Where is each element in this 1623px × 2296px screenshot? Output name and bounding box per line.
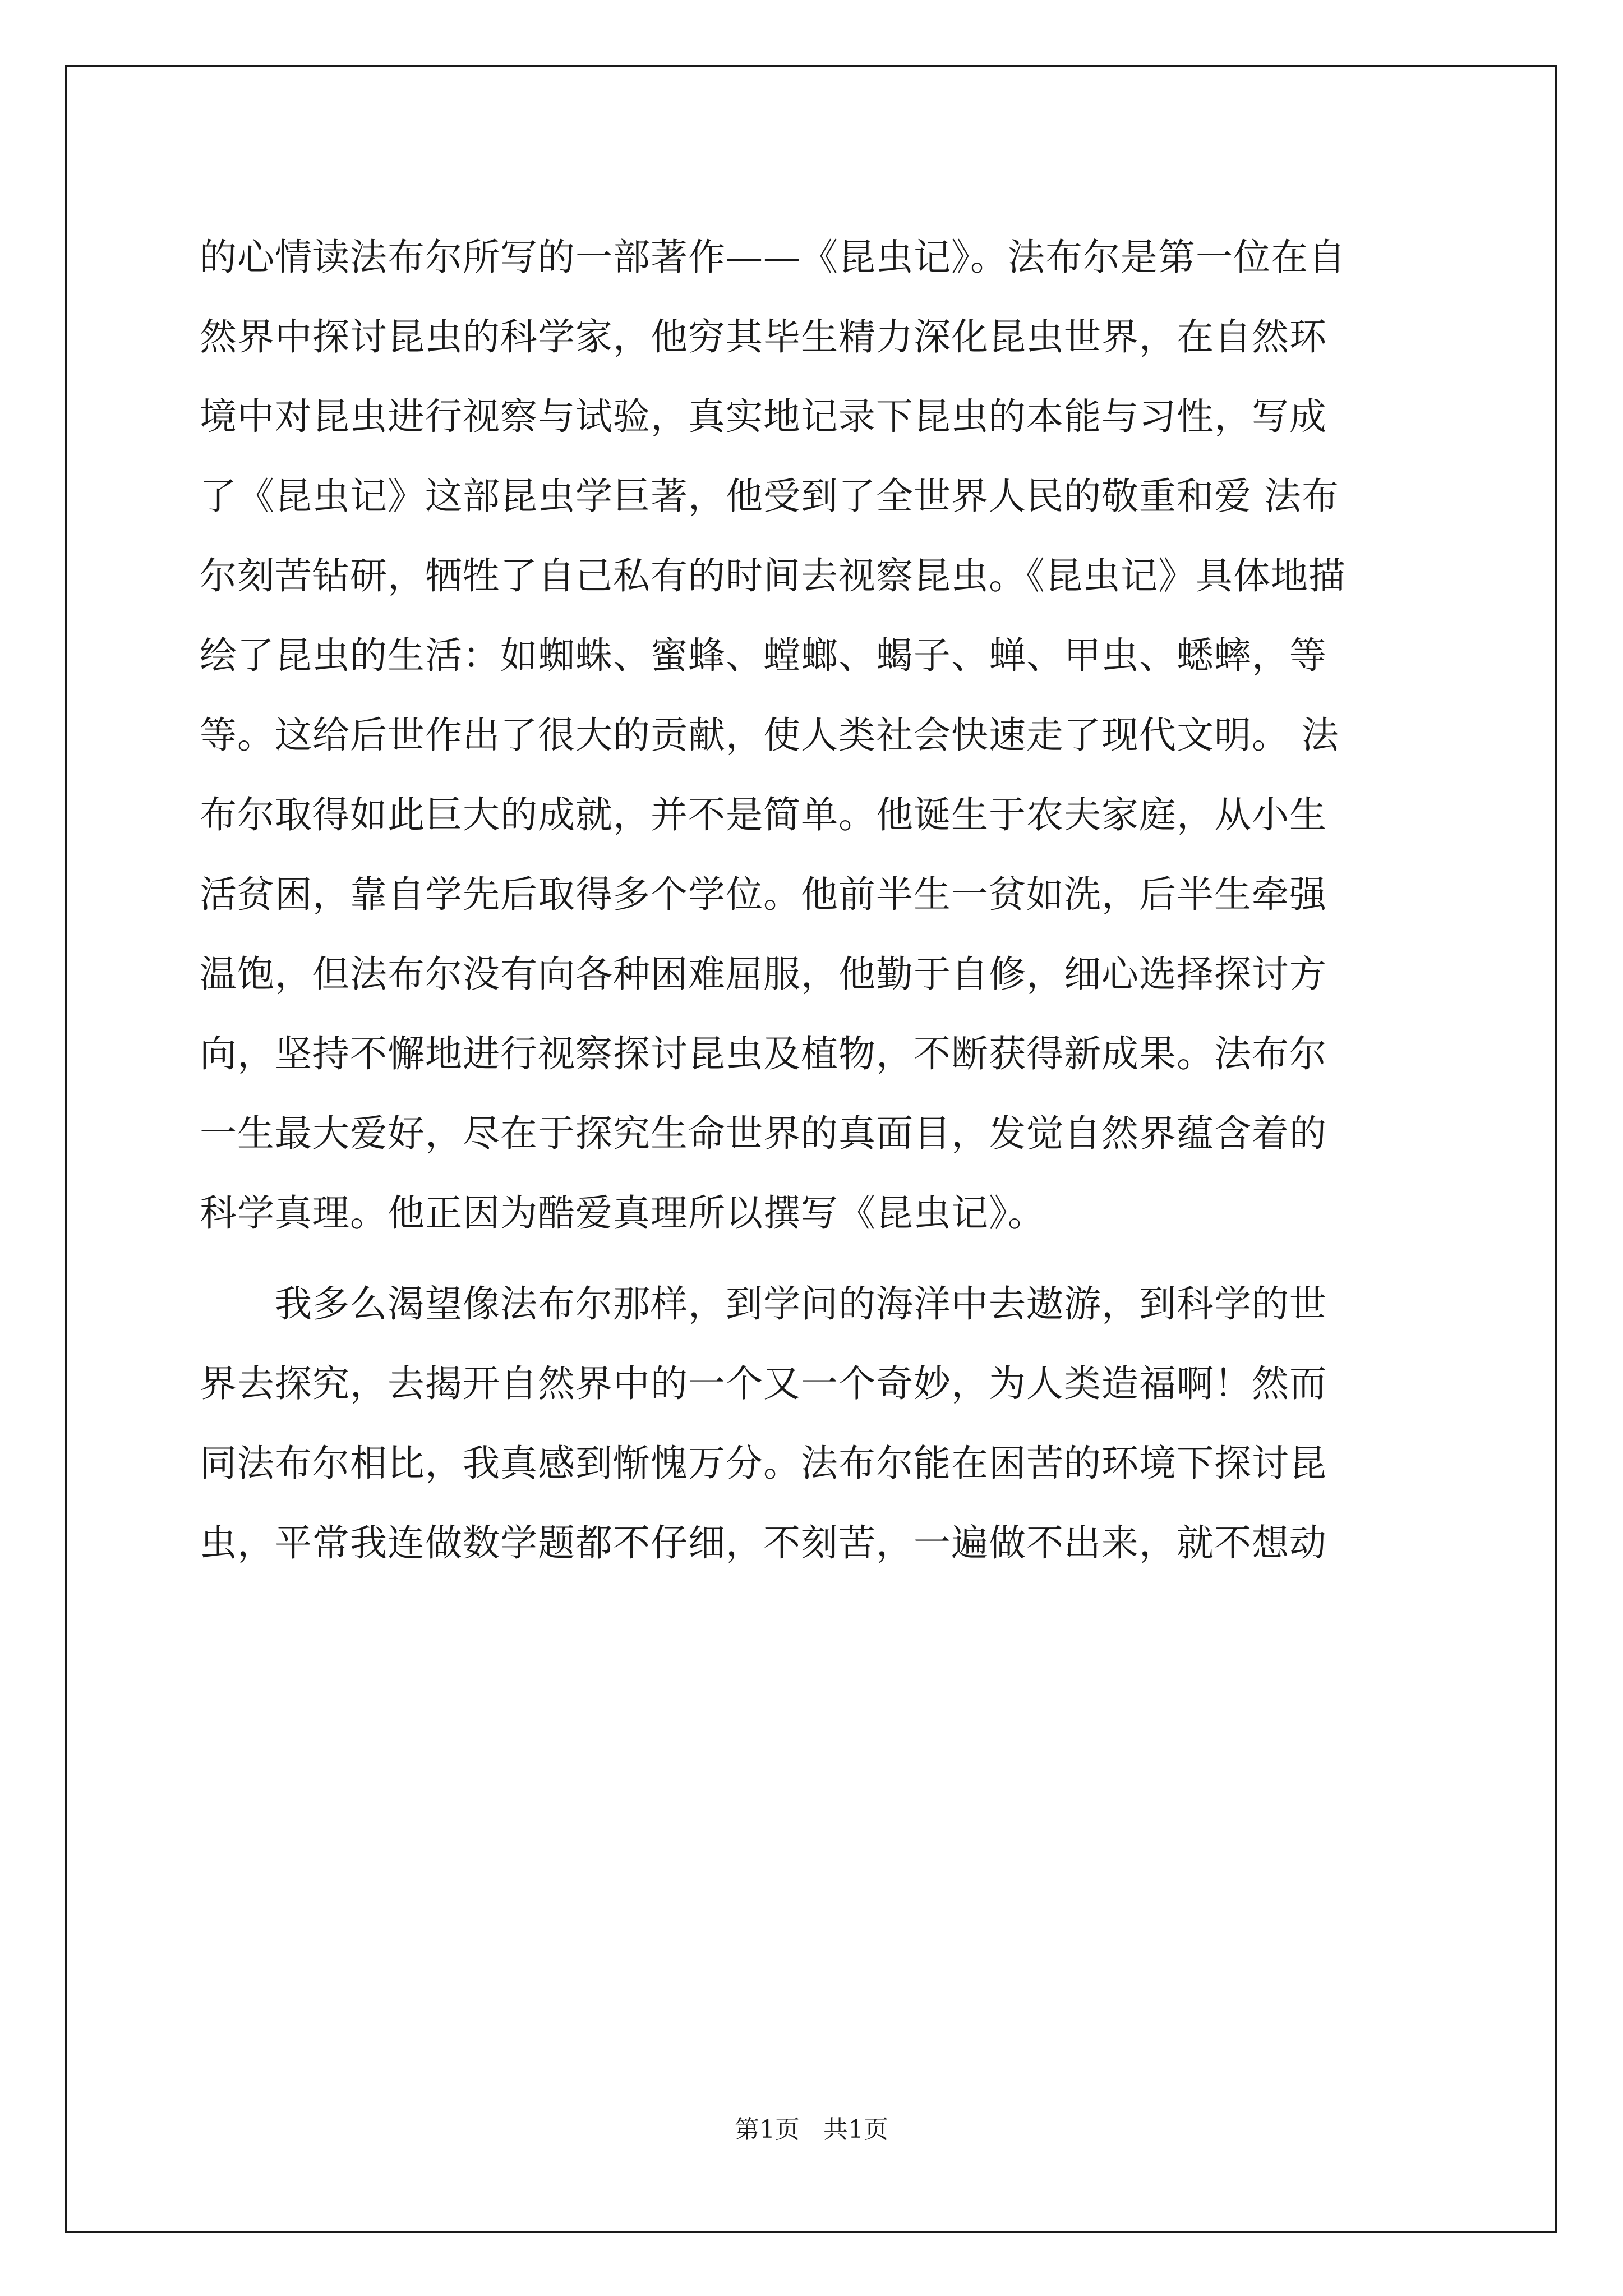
text-line: 了《昆虫记》这部昆虫学巨著，他受到了全世界人民的敬重和爱 法布 — [200, 475, 1339, 518]
text-line: 虫，平常我连做数学题都不仔细，不刻苦，一遍做不出来，就不想动 — [200, 1521, 1327, 1565]
paragraph-1 — [200, 218, 1433, 1253]
page-footer — [0, 2109, 1623, 2145]
document-body — [200, 218, 1433, 1583]
text-line: 的心情读法布尔所写的一部著作——《昆虫记》。法布尔是第一位在自 — [200, 236, 1346, 279]
text-line: 一生最大爱好，尽在于探究生命世界的真面目，发觉自然界蕴含着的 — [200, 1112, 1327, 1155]
text-line: 界去探究，去揭开自然界中的一个又一个奇妙，为人类造福啊！然而 — [200, 1362, 1327, 1405]
text-line: 温饱，但法布尔没有向各种困难屈服，他勤于自修，细心选择探讨方 — [200, 953, 1327, 996]
text-line: 然界中探讨昆虫的科学家，他穷其毕生精力深化昆虫世界，在自然环 — [200, 315, 1327, 358]
text-line: 等。这给后世作出了很大的贡献，使人类社会快速走了现代文明。 法 — [200, 714, 1339, 757]
text-line: 同法布尔相比，我真感到惭愧万分。法布尔能在困苦的环境下探讨昆 — [200, 1442, 1327, 1485]
text-line: 境中对昆虫进行视察与试验，真实地记录下昆虫的本能与习性，写成 — [200, 395, 1327, 438]
text-line: 向，坚持不懈地进行视察探讨昆虫及植物，不断获得新成果。法布尔 — [200, 1032, 1327, 1075]
paragraph-2 — [200, 1264, 1433, 1583]
text-line: 活贫困，靠自学先后取得多个学位。他前半生一贫如洗，后半生牵强 — [200, 873, 1327, 916]
text-line: 布尔取得如此巨大的成就，并不是简单。他诞生于农夫家庭，从小生 — [200, 793, 1327, 836]
page-number: 第1页 — [735, 2115, 800, 2144]
page-total: 共1页 — [823, 2115, 888, 2144]
text-line: 尔刻苦钻研，牺牲了自己私有的时间去视察昆虫。《昆虫记》具体地描 — [200, 554, 1346, 597]
text-line: 科学真理。他正因为酷爱真理所以撰写《昆虫记》。 — [200, 1191, 1045, 1235]
text-line: 我多么渴望像法布尔那样，到学问的海洋中去遨游，到科学的世 — [200, 1282, 1327, 1326]
text-line: 绘了昆虫的生活：如蜘蛛、蜜蜂、螳螂、蝎子、蝉、甲虫、蟋蟀，等 — [200, 634, 1327, 677]
paragraph-spacer — [200, 1253, 1433, 1264]
